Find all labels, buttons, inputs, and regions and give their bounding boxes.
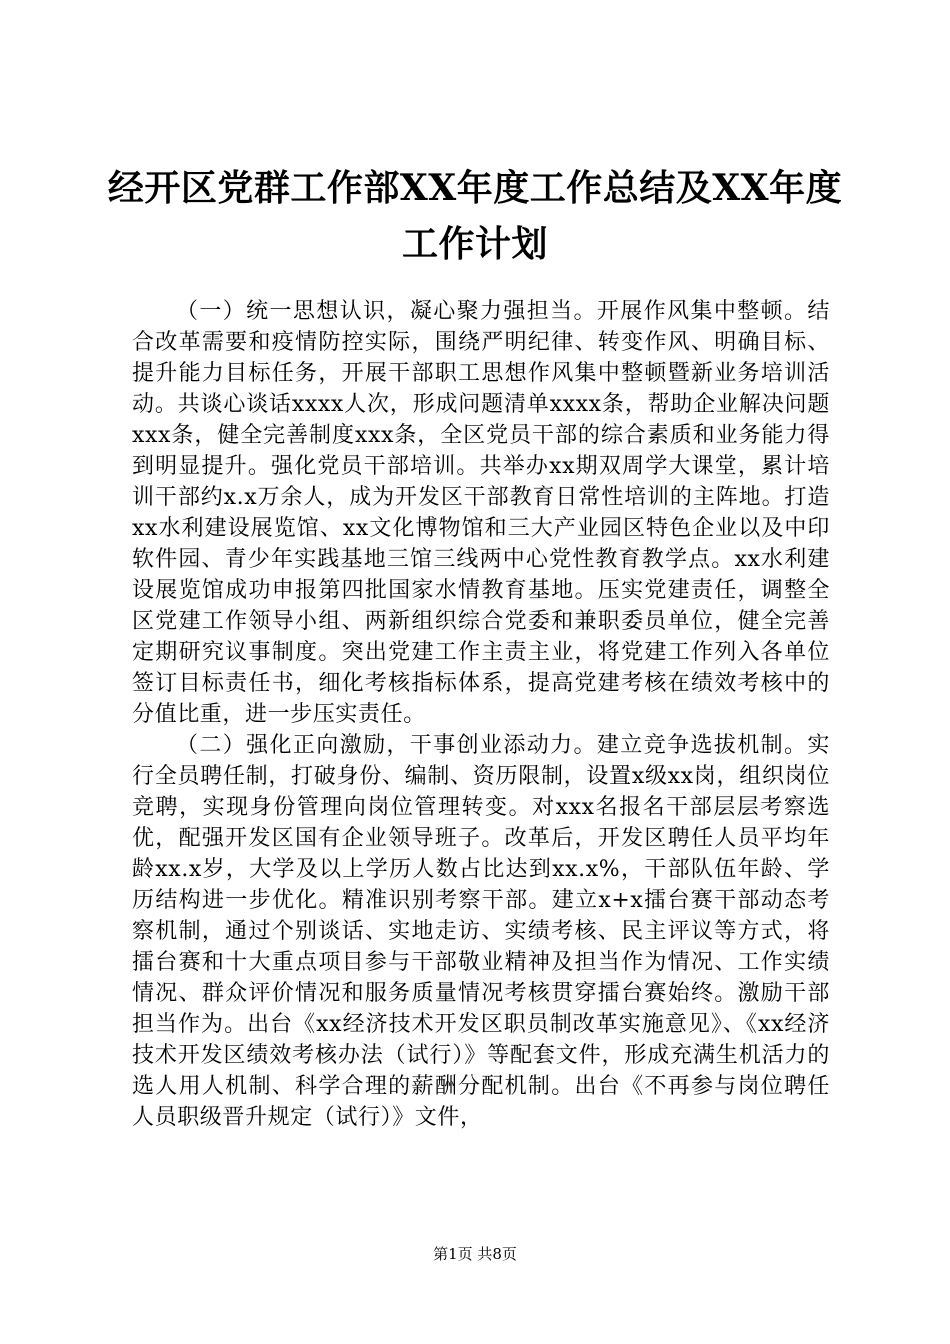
document-title: 经开区党群工作部XX年度工作总结及XX年度工作计划 <box>107 167 843 265</box>
document-body <box>132 296 830 1133</box>
paragraph-1: （一）统一思想认识，凝心聚力强担当。开展作风集中整顿。结合改革需要和疫情防控实际，围绕严明纪律、转变作风、明确目标、提升能力目标任务，开展干部职工思想作风集中整顿暨新业务培训活动。共谈心谈话xxxx人次，形成问题清单xxxx条，帮助企业解决问题xxx条，健全完善制度xxx条，全区党员干部的综合素质和业务能力得到明显提升。强化党员干部培训。共举办xx期双周学大课堂，累计培训干部约x.x万余人，成为开发区干部教育日常性培训的主阵地。打造xx水利建设展览馆、xx文化博物馆和三大产业园区特色企业以及中印软件园、青少年实践基地三馆三线两中心党性教育教学点。xx水利建设展览馆成功申报第四批国家水情教育基地。压实党建责任，调整全区党建工作领导小组、两新组织综合党委和兼职委员单位，健全完善定期研究议事制度。突出党建工作主责主业，将党建工作列入各单位签订目标责任书，细化考核指标体系，提高党建考核在绩效考核中的分值比重，进一步压实责任。 <box>132 299 830 727</box>
paragraph-2: （二）强化正向激励，干事创业添动力。建立竞争选拔机制。实行全员聘任制，打破身份、编制、资历限制，设置x级xx岗，组织岗位竞聘，实现身份管理向岗位管理转变。对xxx名报名干部层层考察选优，配强开发区国有企业领导班子。改革后，开发区聘任人员平均年龄xx.x岁，大学及以上学历人数占比达到xx.x%，干部队伍年龄、学历结构进一步优化。精准识别考察干部。建立x+x擂台赛干部动态考察机制，通过个别谈话、实地走访、实绩考核、民主评议等方式，将擂台赛和十大重点项目参与干部敬业精神及担当作为情况、工作实绩情况、群众评价情况和服务质量情况考核贯穿擂台赛始终。激励干部担当作为。出台《xx经济技术开发区职员制改革实施意见》、《xx经济技术开发区绩效考核办法（试行）》等配套文件，形成充满生机活力的选人用人机制、科学合理的薪酬分配机制。出台《不再参与岗位聘任人员职级晋升规定（试行）》文件， <box>132 733 830 1130</box>
page-footer: 第1页 共8页 <box>433 1245 517 1263</box>
